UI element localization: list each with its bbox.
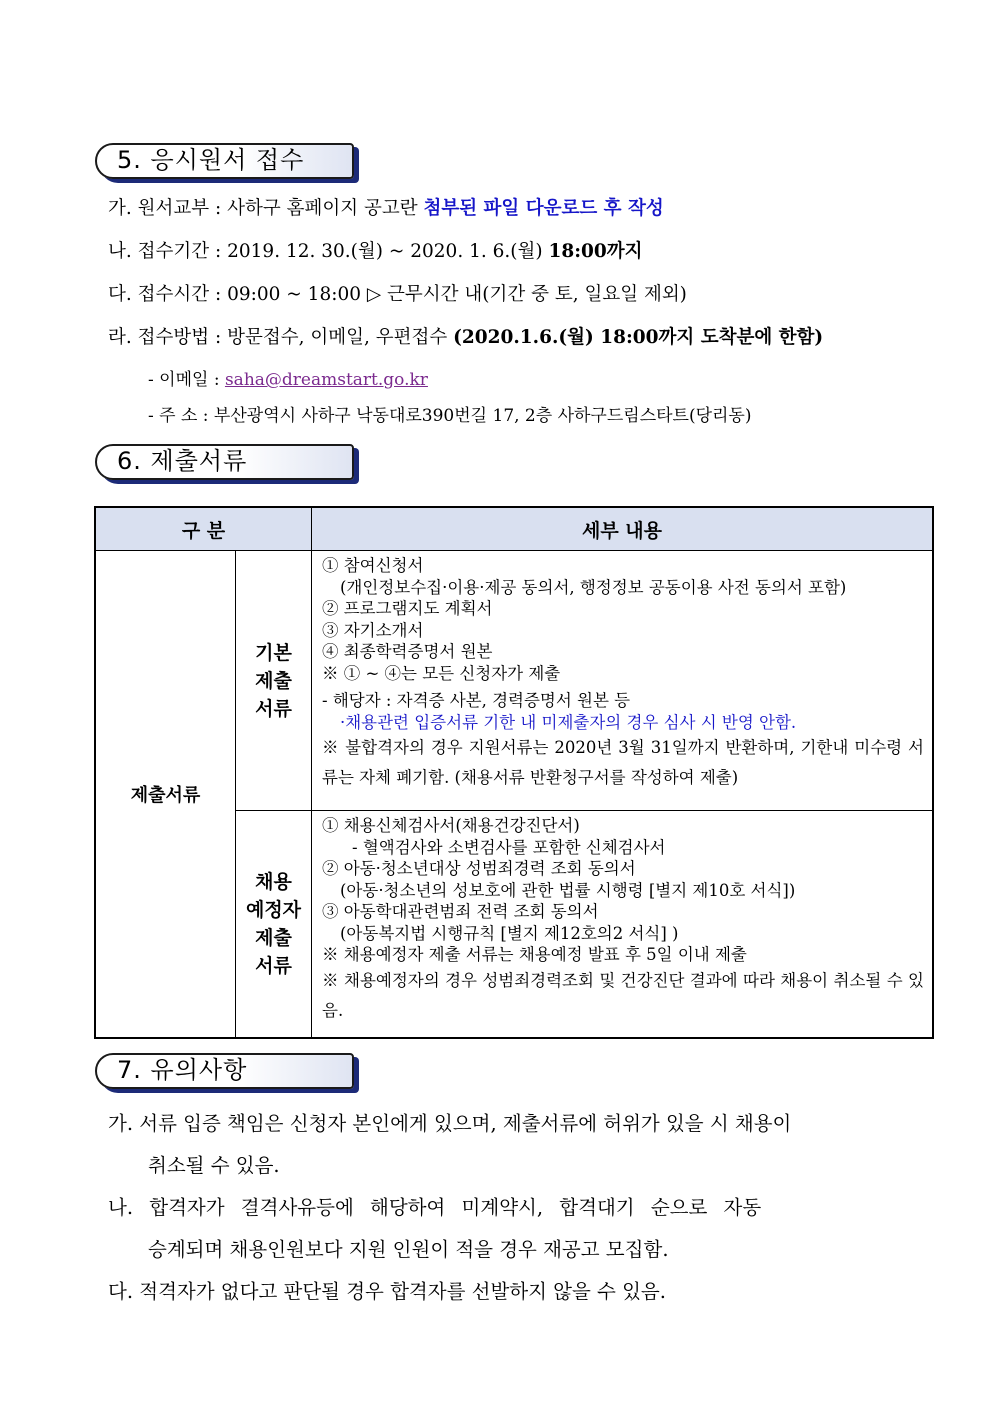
col-header-details: 세부 내용 [312,507,934,551]
planned-docs-details [312,811,934,1039]
list-item: ·채용관련 입증서류 기한 내 미제출자의 경우 심사 시 반영 안함. [340,712,797,732]
sec7-item-na [108,1187,920,1271]
section-7-title: 7. 유의사항 [117,1056,248,1084]
basic-docs-label [236,551,312,811]
sec7-item-da [108,1271,920,1313]
planned-label-line: 채용 [255,871,292,893]
planned-label-line: 서류 [255,955,292,977]
sec5-item-na-text: 나. 접수기간 : 2019. 12. 30.(월) ~ 2020. 1. 6.(월) [108,241,549,262]
address-line: - 주 소 : 부산광역시 사하구 낙동대로390번길 17, 2층 사하구드림스타트(당리동) [148,406,752,426]
basic-docs-details [312,551,934,811]
email-label: - 이메일 : [148,370,225,390]
list-item: ③ 자기소개서 [322,620,424,640]
table-header-row [95,507,933,551]
list-item: ④ 최종학력증명서 원본 [322,642,493,661]
sec7-item-ga-line1: 가. 서류 입증 책임은 신청자 본인에게 있으며, 제출서류에 허위가 있을 시 채용이 [108,1112,792,1135]
list-item: ① 채용신체검사서(채용건강진단서) [322,816,580,835]
list-item: - 혈액검사와 소변검사를 포함한 신체검사서 [352,837,666,857]
sec7-item-na-line2: 승계되며 채용인원보다 지원 인원이 적을 경우 재공고 모집함. [148,1238,669,1261]
sec7-item-ga-line2: 취소될 수 있음. [148,1154,280,1177]
table-row-basic [95,551,933,811]
list-item: (개인정보수집·이용·제공 동의서, 행정정보 공동이용 사전 동의서 포함) [340,577,847,597]
sec7-item-ga [108,1103,920,1187]
sec7-item-na-line1: 나. 합격자가 결격사유등에 해당하여 미계약시, 합격대기 순으로 자동 [108,1196,762,1219]
list-item: ※ 채용예정자 제출 서류는 채용예정 발표 후 5일 이내 제출 [322,945,747,964]
sec5-item-ra [108,326,823,350]
email-link[interactable]: saha@dreamstart.go.kr [224,370,428,390]
basic-label-line: 기본 [255,641,292,664]
sec5-item-ga-highlight: 첨부된 파일 다운로드 후 작성 [423,198,664,219]
sec5-item-ga [108,197,664,221]
list-item: (아동복지법 시행규칙 [별지 제12호의2 서식] ) [340,923,679,943]
email-line [148,368,428,392]
sec7-item-da-line1: 다. 적격자가 없다고 판단될 경우 합격자를 선발하지 않을 수 있음. [108,1280,666,1303]
sec5-item-da [108,283,687,307]
list-item: ※ ① ~ ④는 모든 신청자가 제출 [322,663,561,683]
list-item: - 해당자 : 자격증 사본, 경력증명서 원본 등 [322,691,631,710]
section-5-heading [95,143,360,181]
list-item: ※ 불합격자의 경우 지원서류는 2020년 3월 31일까지 반환하며, 기한내 미수령 서류는 자체 폐기함. (채용서류 반환청구서를 작성하여 제출) [322,738,924,787]
sec5-item-na [108,240,643,264]
sec5-item-na-highlight: 18:00까지 [548,241,643,262]
sec5-item-da-text: 다. 접수시간 : 09:00 ~ 18:00 ▷ 근무시간 내(기간 중 토, 일요일 제외) [108,284,687,305]
sec5-item-ra-text: 라. 접수방법 : 방문접수, 이메일, 우편접수 [108,327,454,348]
section-7-heading [95,1053,360,1091]
basic-label-line: 서류 [255,697,292,720]
section-6-title: 6. 제출서류 [117,447,248,475]
planned-label-line: 제출 [255,927,292,949]
planned-docs-label [236,811,312,1039]
list-item: (아동·청소년의 성보호에 관한 법률 시행령 [별지 제10호 서식]) [340,880,796,900]
sec5-item-ga-text: 가. 원서교부 : 사하구 홈페이지 공고란 [108,198,424,219]
category-cell: 제출서류 [95,551,236,1039]
list-item: ② 프로그램지도 계획서 [322,599,493,618]
basic-label-line: 제출 [255,669,292,692]
col-header-category: 구 분 [95,507,312,551]
list-item: ① 참여신청서 [322,556,424,575]
planned-label-line: 예정자 [245,899,302,921]
documents-table [94,506,934,1039]
section-5-title: 5. 응시원서 접수 [117,146,305,174]
sec5-item-ra-highlight: (2020.1.6.(월) 18:00까지 도착분에 한함) [453,327,824,348]
list-item: ③ 아동학대관련범죄 전력 조회 동의서 [322,902,599,921]
list-item: ② 아동·청소년대상 성범죄경력 조회 동의서 [322,859,636,878]
list-item: ※ 채용예정자의 경우 성범죄경력조회 및 건강진단 결과에 따라 채용이 취소될 수 있음. [322,970,924,1020]
section-6-heading [95,444,360,482]
